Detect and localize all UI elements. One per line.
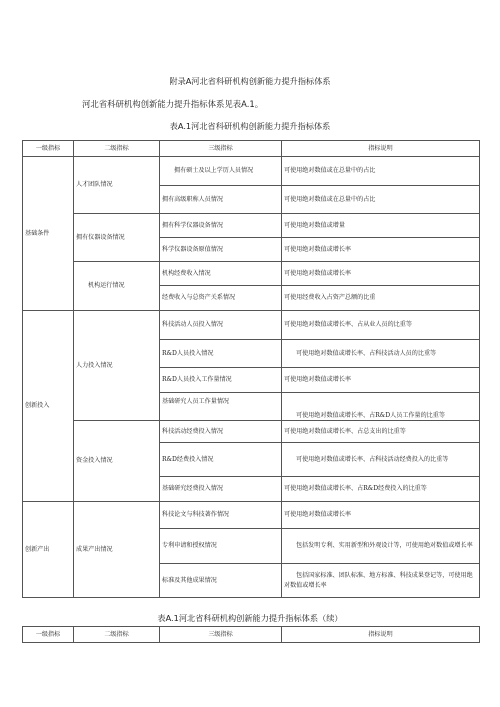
description-cell: 可使用经费收入占资产总额的比重 [282,286,480,311]
intro-paragraph: 河北省科研机构创新能力提升指标体系见表A.1。 [82,99,264,109]
level3-cell: 机构经费收入情况 [160,262,282,286]
level3-cell: 经费收入与总资产关系情况 [160,286,282,311]
header-description: 指标说明 [282,141,480,157]
description-cell: 包括发明专利、实用新型和外观设计等，可使用绝对数值或增长率 [282,529,480,564]
level3-cell: 科技活动人员投入情况 [160,311,282,340]
level3-cell: 科学仪器设备原值情况 [160,238,282,262]
table-row [23,157,480,186]
header-level2: 二级指标 [74,627,160,643]
level3-cell: 专利申请和授权情况 [160,529,282,564]
description-cell: 可使用绝对数值或增长率、占科技活动人员的比重等 [282,340,480,368]
appendix-title: 附录A河北省科研机构创新能力提升指标体系 [169,76,331,86]
description-cell: 可使用绝对数值或在总量中的占比 [282,157,480,186]
table-row [23,421,480,443]
description-cell: 可使用绝对数值或增长率、占R&D人员工作量的比重等 [282,393,480,421]
table-row [23,214,480,238]
level1-cell: 创新投入 [23,311,74,502]
description-cell: 可使用绝对数值或增长率、占从业人员的比重等 [282,311,480,340]
level3-cell: R&D经费投入情况 [160,443,282,477]
description-cell: 可使用绝对数值或增量 [282,214,480,238]
description-cell: 可使用绝对数值或增长率 [282,238,480,262]
header-level3: 三级指标 [160,141,282,157]
header-level3: 三级指标 [160,627,282,643]
table-row [23,262,480,286]
level1-cell: 创新产出 [23,502,74,598]
description-cell: 可使用绝对数值或增长率 [282,368,480,393]
description-cell: 可使用绝对数值或增长率、占R&D经费投入的比重等 [282,477,480,502]
header-description: 指标说明 [282,627,480,643]
level2-cell: 资金投入情况 [74,421,160,502]
description-cell: 可使用绝对数值或增长率 [282,502,480,529]
header-level1: 一级指标 [23,627,74,643]
indicator-table [22,140,480,598]
indicator-table-continued [22,626,480,643]
level3-cell: 基础研究经费投入情况 [160,477,282,502]
description-cell: 可使用绝对数值或增长率 [282,262,480,286]
table-caption-continued: 表A.1河北省科研机构创新能力提升指标体系（续） [157,613,343,623]
level3-cell: 标准及其他成果情况 [160,564,282,598]
level2-cell: 人才团队情况 [74,157,160,214]
header-level2: 二级指标 [74,141,160,157]
table-header-row [23,627,480,643]
description-cell: 可使用绝对数值或在总量中的占比 [282,186,480,214]
level3-cell: R&D人员投入工作量情况 [160,368,282,393]
table-row [23,311,480,340]
level2-cell: 机构运行情况 [74,262,160,311]
level3-cell: 科技论文与科技著作情况 [160,502,282,529]
header-level1: 一级指标 [23,141,74,157]
level3-cell: 科技活动经费投入情况 [160,421,282,443]
table-row [23,502,480,529]
description-cell: 可使用绝对数值或增长率、占总支出的比重等 [282,421,480,443]
table-header-row [23,141,480,157]
level3-cell: 拥有高级职称人员情况 [160,186,282,214]
table-caption: 表A.1河北省科研机构创新能力提升指标体系 [169,121,331,131]
description-cell: 可使用绝对数值或增长率、占科技活动经费投入的比重等 [282,443,480,477]
level2-cell: 人力投入情况 [74,311,160,421]
level2-cell: 拥有仪器设备情况 [74,214,160,262]
level3-cell: R&D人员投入情况 [160,340,282,368]
level3-cell: 基础研究人员工作量情况 [160,393,282,421]
level2-cell: 成果产出情况 [74,502,160,598]
level1-cell: 基础条件 [23,157,74,311]
level3-cell: 拥有科学仪器设备情况 [160,214,282,238]
description-cell: 包括国家标准、团队标准、地方标准、科技成果登记等，可使用绝对数值或增长率 [282,564,480,598]
level3-cell: 拥有硕士及以上学历人员情况 [160,157,282,186]
